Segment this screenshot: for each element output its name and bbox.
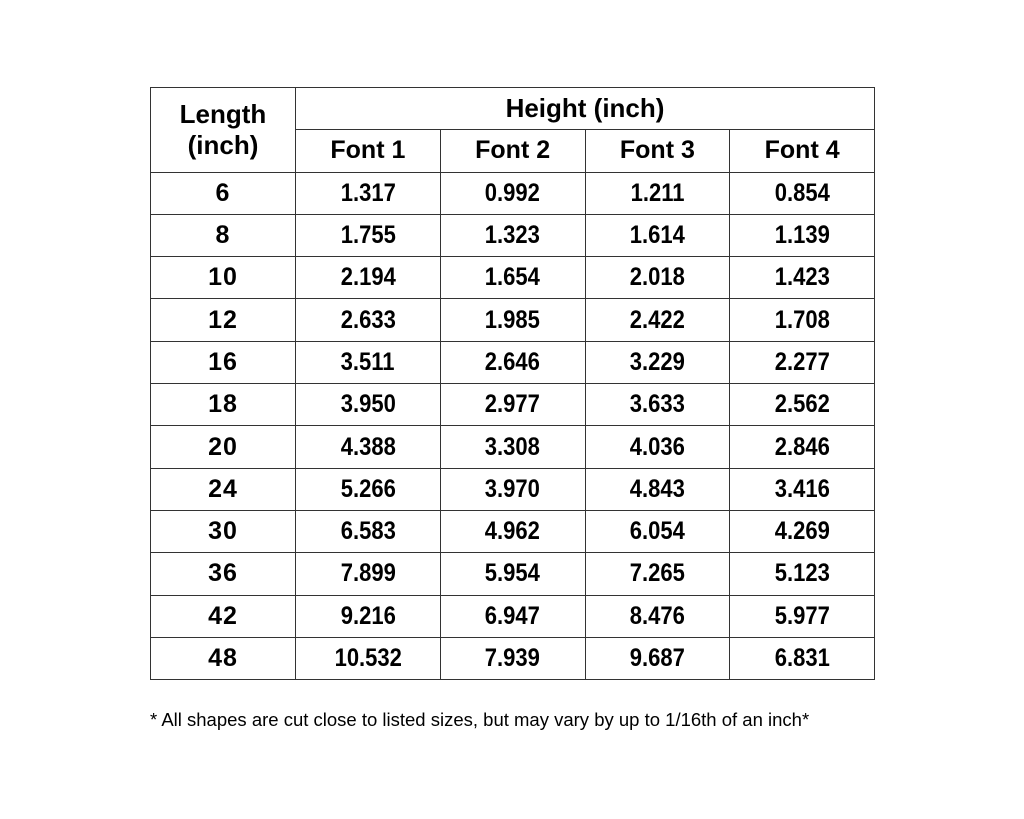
height-value: 7.899 [340,559,396,588]
height-cell-font-3 [585,553,730,595]
height-cell-font-2 [440,510,585,552]
height-value: 6.831 [774,644,830,672]
height-cell-font-4 [730,341,875,383]
length-cell: 24 [151,468,296,510]
height-cell-font-3 [585,510,730,552]
table-row [151,426,875,468]
height-value: 10.532 [334,644,402,672]
height-cell-font-3 [585,426,730,468]
height-value: 2.646 [485,347,541,376]
height-value: 6.583 [340,517,396,546]
table-row [151,384,875,426]
height-value: 2.194 [340,263,396,292]
length-header: Length (inch) [151,88,296,173]
height-cell-font-4 [730,553,875,595]
font-1-header: Font 1 [296,130,441,172]
height-value: 1.708 [774,305,830,334]
height-value: 3.950 [340,390,396,419]
height-cell-font-2 [440,384,585,426]
height-value: 3.308 [485,432,541,461]
table-row [151,553,875,595]
length-cell: 6 [151,172,296,214]
height-value: 2.277 [774,347,830,376]
table-row [151,595,875,637]
height-cell-font-3 [585,384,730,426]
height-value: 1.614 [629,221,685,250]
height-cell-font-4 [730,299,875,341]
height-value: 5.954 [485,559,541,588]
height-cell-font-1 [296,553,441,595]
height-cell-font-1 [296,637,441,679]
height-cell-font-2 [440,214,585,256]
height-cell-font-2 [440,426,585,468]
height-value: 3.511 [340,347,395,376]
length-cell: 20 [151,426,296,468]
table-row [151,299,875,341]
height-value: 4.962 [485,517,541,546]
height-cell-font-1 [296,468,441,510]
height-cell-font-2 [440,595,585,637]
height-cell-font-1 [296,426,441,468]
height-value: 4.036 [629,432,685,461]
height-value: 3.416 [774,474,830,503]
height-cell-font-4 [730,468,875,510]
table-row [151,637,875,679]
length-cell: 16 [151,341,296,383]
height-value: 2.562 [774,390,830,419]
height-value: 4.843 [629,474,685,503]
height-cell-font-1 [296,341,441,383]
length-cell: 18 [151,384,296,426]
table-row [151,468,875,510]
height-value: 7.265 [629,559,685,588]
font-4-header: Font 4 [730,130,875,172]
height-cell-font-3 [585,341,730,383]
height-cell-font-1 [296,257,441,299]
height-cell-font-3 [585,257,730,299]
table-body [151,172,875,680]
height-cell-font-1 [296,172,441,214]
height-cell-font-1 [296,595,441,637]
height-value: 2.018 [629,263,685,292]
height-cell-font-4 [730,510,875,552]
table-row [151,172,875,214]
table-row [151,510,875,552]
height-value: 4.388 [340,432,396,461]
height-cell-font-1 [296,510,441,552]
height-cell-font-4 [730,214,875,256]
table-row [151,257,875,299]
height-cell-font-4 [730,595,875,637]
length-cell: 36 [151,553,296,595]
footnote: * All shapes are cut close to listed sizes, but may vary by up to 1/16th of an inch* [150,709,810,730]
height-value: 1.423 [774,263,830,292]
height-value: 5.123 [774,559,830,588]
height-value: 3.970 [485,474,541,503]
header-row-top [151,88,875,130]
height-value: 7.939 [485,644,541,672]
height-value: 0.992 [485,178,541,207]
height-cell-font-2 [440,637,585,679]
height-value: 1.317 [340,178,396,207]
height-value: 2.977 [485,390,541,419]
height-value: 6.947 [485,601,541,630]
height-cell-font-2 [440,553,585,595]
length-cell: 42 [151,595,296,637]
size-chart-table [150,87,875,680]
height-value: 1.323 [485,221,541,250]
height-value: 0.854 [774,178,830,207]
table-row [151,341,875,383]
height-value: 2.846 [774,432,830,461]
height-cell-font-3 [585,595,730,637]
height-value: 1.985 [485,305,541,334]
height-cell-font-1 [296,299,441,341]
height-value: 1.139 [774,221,830,250]
height-value: 2.633 [340,305,396,334]
height-value: 1.211 [630,178,685,207]
height-value: 1.654 [485,263,541,292]
height-cell-font-4 [730,384,875,426]
height-cell-font-3 [585,299,730,341]
height-header: Height (inch) [296,88,875,130]
height-cell-font-1 [296,214,441,256]
height-cell-font-3 [585,172,730,214]
table-row [151,214,875,256]
height-cell-font-3 [585,637,730,679]
height-cell-font-4 [730,426,875,468]
height-cell-font-2 [440,468,585,510]
length-cell: 8 [151,214,296,256]
height-cell-font-4 [730,257,875,299]
height-cell-font-2 [440,299,585,341]
height-value: 9.687 [629,644,685,672]
height-value: 5.977 [774,601,830,630]
height-value: 5.266 [340,474,396,503]
height-value: 6.054 [629,517,685,546]
height-value: 3.633 [629,390,685,419]
height-cell-font-2 [440,257,585,299]
height-cell-font-4 [730,637,875,679]
height-value: 3.229 [629,347,685,376]
length-cell: 48 [151,637,296,679]
font-2-header: Font 2 [440,130,585,172]
height-value: 1.755 [340,221,396,250]
height-cell-font-2 [440,172,585,214]
height-value: 9.216 [340,601,396,630]
height-cell-font-4 [730,172,875,214]
height-cell-font-3 [585,468,730,510]
height-cell-font-3 [585,214,730,256]
length-cell: 30 [151,510,296,552]
length-cell: 12 [151,299,296,341]
height-value: 4.269 [774,517,830,546]
height-cell-font-2 [440,341,585,383]
height-value: 8.476 [629,601,685,630]
height-value: 2.422 [629,305,685,334]
height-cell-font-1 [296,384,441,426]
length-cell: 10 [151,257,296,299]
font-3-header: Font 3 [585,130,730,172]
